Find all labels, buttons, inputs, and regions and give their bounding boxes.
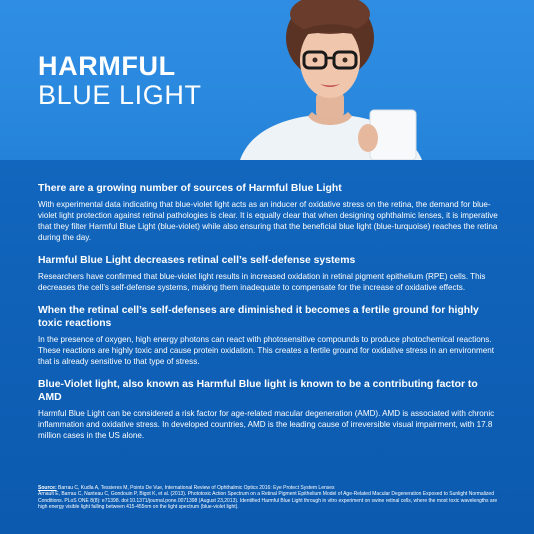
woman-with-glasses-illustration — [210, 0, 450, 160]
section-heading: Blue-Violet light, also known as Harmful Blue light is known to be a contributing factor to AMD — [38, 379, 478, 403]
section-toxic-reactions — [38, 304, 498, 367]
page-title — [38, 52, 202, 110]
section-self-defense — [38, 254, 498, 293]
sources-footnote — [38, 485, 500, 510]
section-amd — [38, 378, 498, 441]
hero-banner — [0, 0, 534, 160]
source-citation-1: Barrau C, Kudla A, Tessieres M, Points De Vue, International Review of Ophthalmic Optics 2016: Eye Protect System Lenses — [58, 485, 335, 491]
section-paragraph: Researchers have confirmed that blue-violet light results in increased oxidation in retinal pigment epithelium (RPE) cells. This decreases the cell’s self-defense systems, making them inadequate to compensate for the increase of oxidative effects. — [38, 272, 486, 292]
section-paragraph: With experimental data indicating that blue-violet light acts as an inducer of oxidative stress on the retina, the demand for blue-violet light protection against retinal pathologies is clear. It is equally clear that when designing ophthalmic lenses, it is imperative that they filter Harmful Blue Light (blue-violet) while also ensuring that the beneficial blue light (blue-turquoise) reaches the retina during the day. — [38, 200, 498, 242]
section-heading: Harmful Blue Light decreases retinal cell’s self-defense systems — [38, 255, 356, 266]
title-line-harmful: HARMFUL — [38, 51, 176, 81]
section-heading: There are a growing number of sources of Harmful Blue Light — [38, 183, 342, 194]
title-line-blue-light: BLUE LIGHT — [38, 80, 202, 110]
content-panel — [0, 160, 534, 534]
source-citation-2: Arnault E, Barrau C, Nanteau C, Gondouin P, Bigot K, et al. (2013). Phototoxic Action Spectrum on a Retinal Pigment Epithelium Model of Age-Related Macular Degeneration Exposed to Sunlight Normalized Conditions. PLoS ONE 8(8): e71398. doi:10.1371/journal.pone.0071398 (August 23,2013). Identified Harmful Blue Light through in vitro experiment on swine retinal cells, where the most toxic wavelengths are high energy visible light falling between 415-455nm on the light spectrum (blue-violet light). — [38, 491, 498, 510]
section-sources-of-blue-light — [38, 182, 498, 243]
section-paragraph: In the presence of oxygen, high energy photons can react with photosensitive compounds to produce photochemical reactions. These reactions are highly toxic and cause protein oxidation. This creates a fertile ground for oxidative stress in an environment that is already sensitive to that type of stress. — [38, 335, 495, 366]
article-body — [38, 182, 498, 452]
section-heading: When the retinal cell’s self-defenses are diminished it becomes a fertile ground for highly toxic reactions — [38, 305, 479, 329]
source-label: Source: — [38, 485, 57, 491]
section-paragraph: Harmful Blue Light can be considered a risk factor for age-related macular degeneration (AMD). AMD is associated with chronic inflammation and oxidative stress. In developed countries, AMD is the leading cause of irreversible visual impairment, with 17.8 million cases in the US alone. — [38, 409, 495, 440]
